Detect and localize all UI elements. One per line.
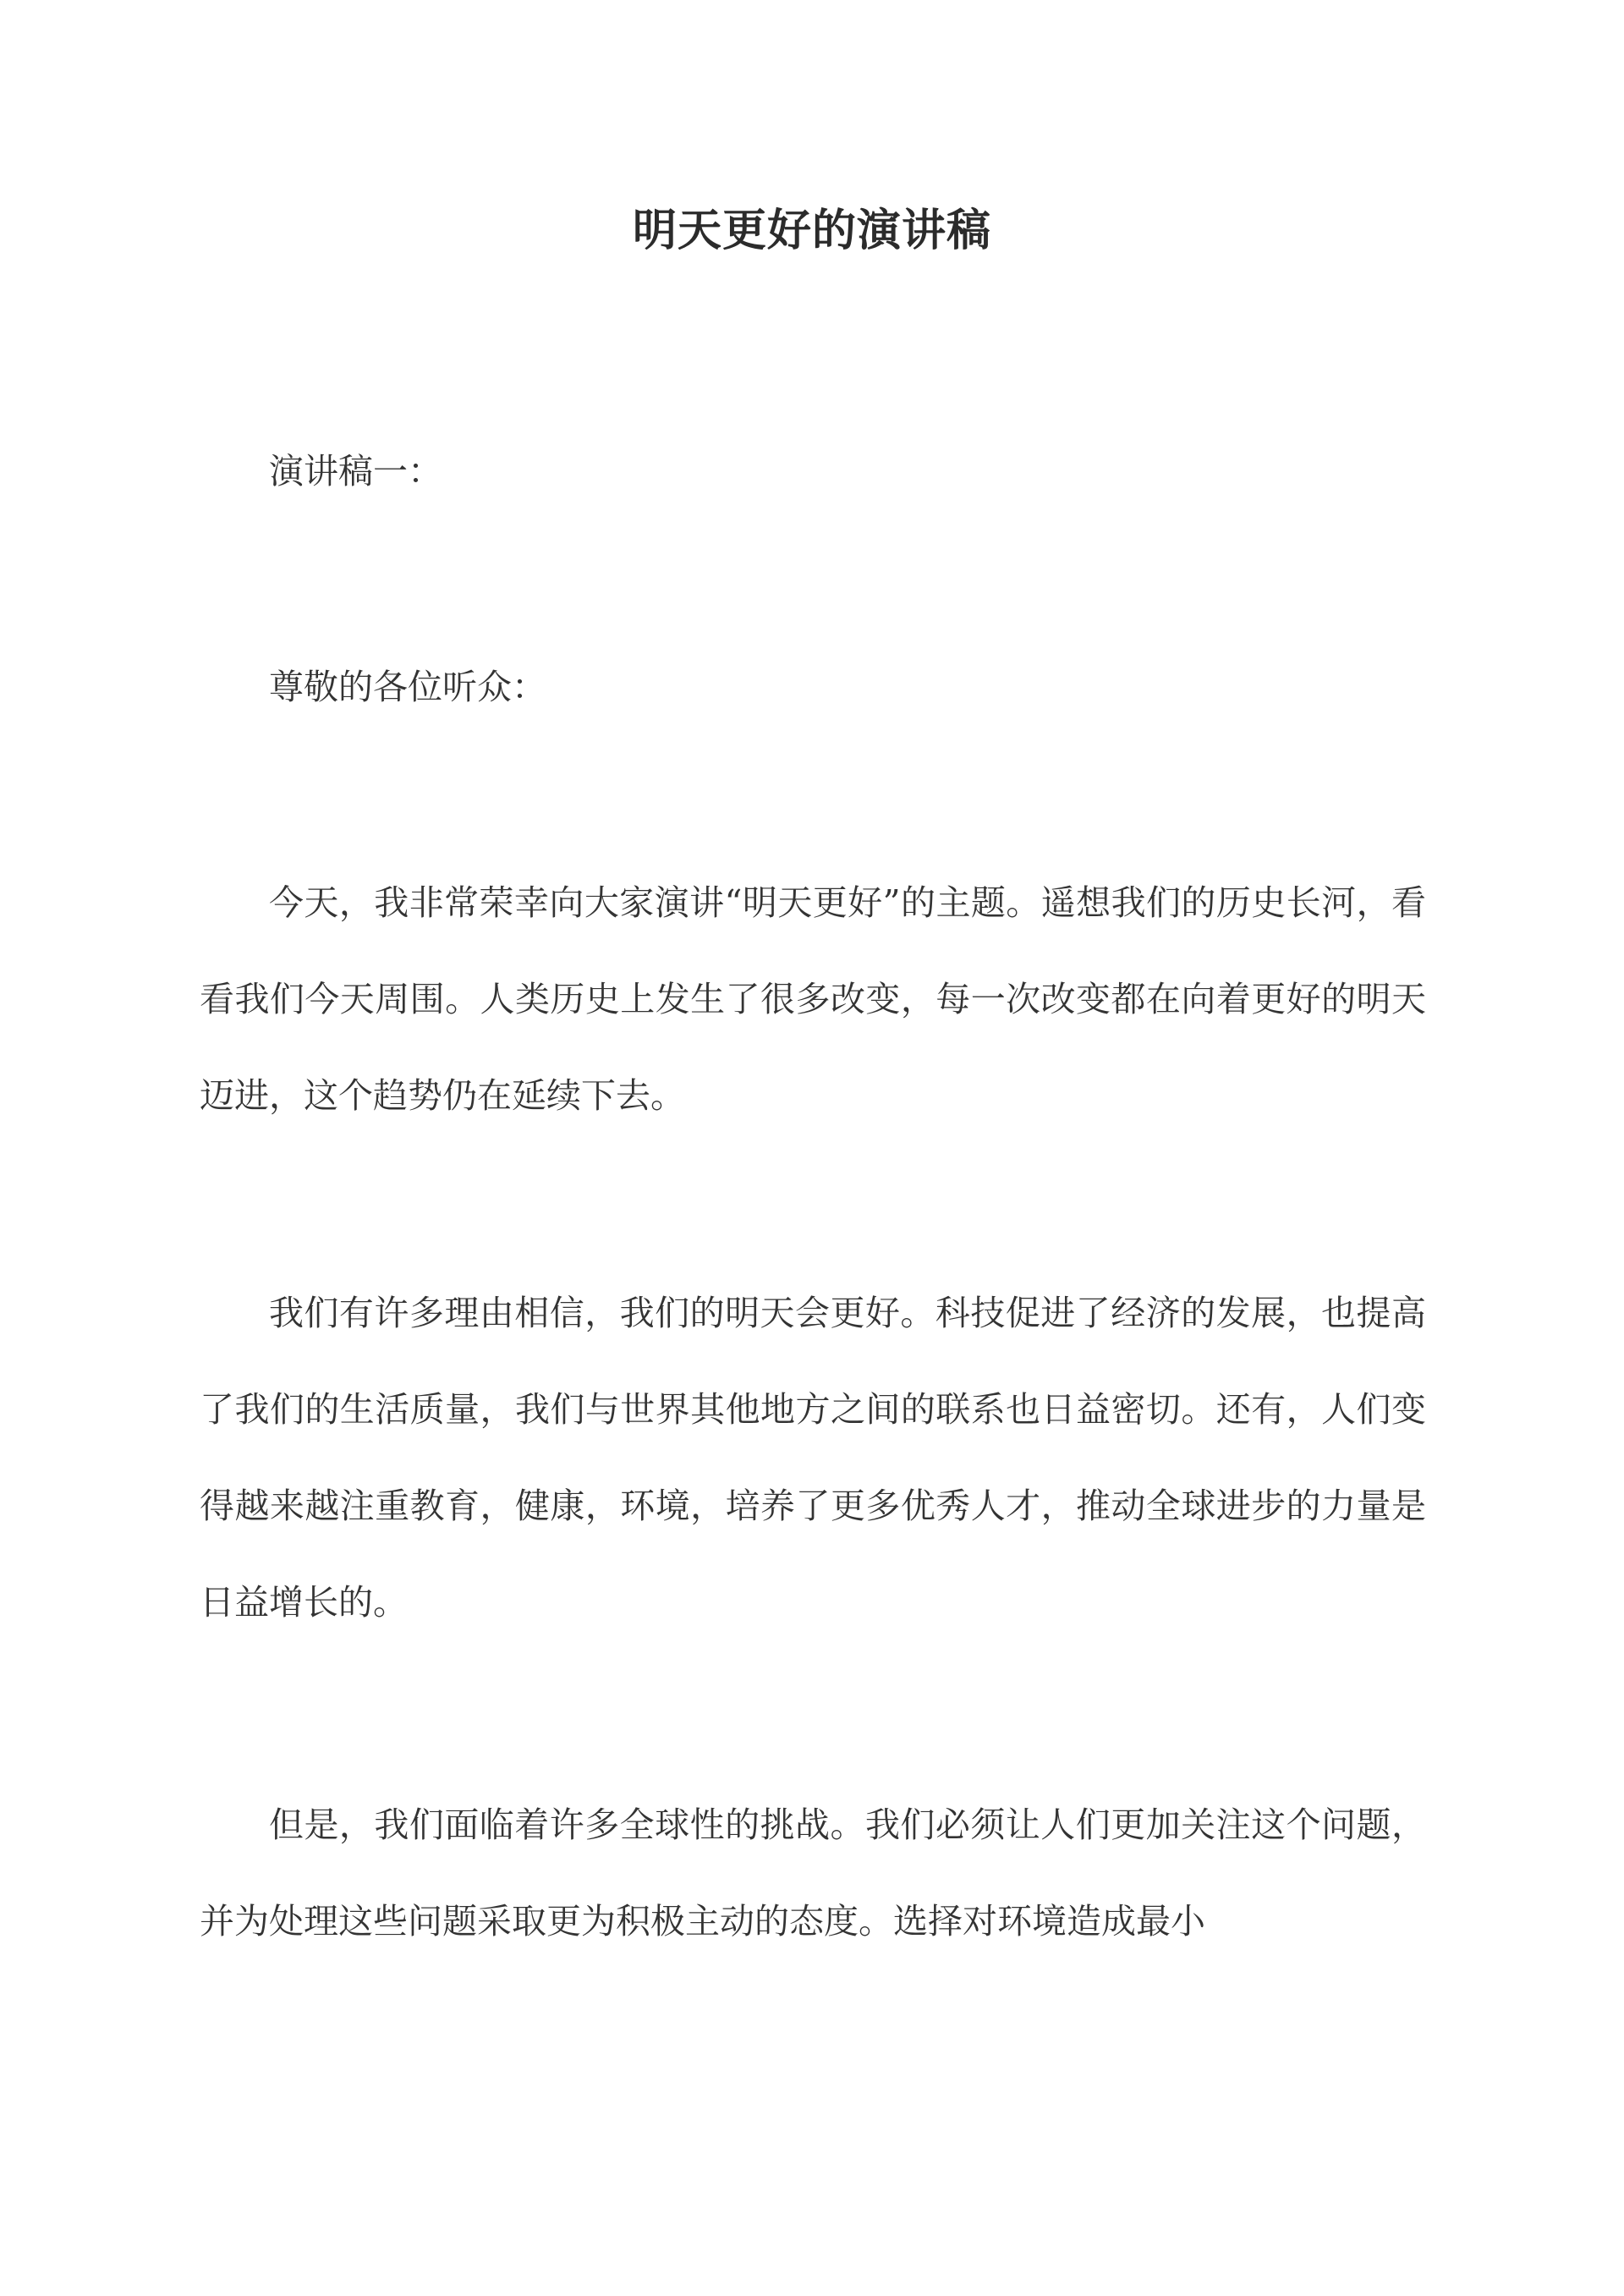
paragraph: 今天，我非常荣幸向大家演讲“明天更好”的主题。遥想我们的历史长河，看看我们今天周围。人类历史上发生了很多改变，每一次改变都在向着更好的明天迈进，这个趋势仍在延续下去。 bbox=[200, 882, 1426, 1116]
document-title: 明天更好的演讲稿 bbox=[632, 205, 991, 256]
paragraph: 尊敬的各位听众： bbox=[269, 667, 546, 707]
paragraph-intro bbox=[200, 854, 1426, 1144]
paragraph: 演讲稿一： bbox=[269, 451, 442, 492]
paragraph-greeting bbox=[200, 639, 1426, 735]
paragraph: 但是，我们面临着许多全球性的挑战。我们必须让人们更加关注这个问题，并为处理这些问题采取更为积极主动的态度。选择对环境造成最小 bbox=[200, 1804, 1426, 1942]
paragraph: 我们有许多理由相信，我们的明天会更好。科技促进了经济的发展，也提高了我们的生活质量，我们与世界其他地方之间的联系也日益密切。还有，人们变得越来越注重教育，健康，环境，培养了更多优秀人才，推动全球进步的力量是日益增长的。 bbox=[200, 1293, 1426, 1623]
paragraph-challenges bbox=[200, 1777, 1426, 1969]
paragraph-speech-label bbox=[200, 423, 1426, 519]
paragraph-reasons bbox=[200, 1265, 1426, 1651]
